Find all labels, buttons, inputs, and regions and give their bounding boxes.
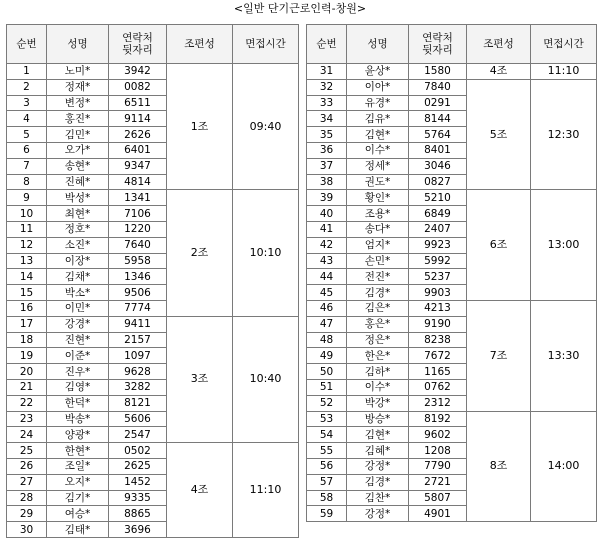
row-number: 15: [7, 285, 47, 301]
group-label: 7조: [467, 300, 531, 411]
row-phone: 1452: [109, 474, 167, 490]
row-number: 55: [307, 443, 347, 459]
table-row: [307, 300, 597, 316]
row-name: 김현*: [347, 427, 409, 443]
row-number: 1: [7, 64, 47, 80]
row-number: 35: [307, 127, 347, 143]
row-number: 44: [307, 269, 347, 285]
row-phone: 2407: [409, 221, 467, 237]
row-phone: 6511: [109, 95, 167, 111]
row-name: 오가*: [47, 142, 109, 158]
group-label: 1조: [167, 64, 233, 190]
row-name: 한현*: [47, 443, 109, 459]
row-phone: 1346: [109, 269, 167, 285]
row-name: 유경*: [347, 95, 409, 111]
group-label: 5조: [467, 79, 531, 190]
row-number: 3: [7, 95, 47, 111]
header-row: [7, 25, 299, 64]
row-number: 13: [7, 253, 47, 269]
table-row: [307, 79, 597, 95]
row-phone: 7672: [409, 348, 467, 364]
row-name: 황인*: [347, 190, 409, 206]
row-name: 노미*: [47, 64, 109, 80]
row-phone: 9335: [109, 490, 167, 506]
row-number: 32: [307, 79, 347, 95]
row-name: 김유*: [347, 111, 409, 127]
row-name: 이수*: [347, 142, 409, 158]
row-phone: 5992: [409, 253, 467, 269]
table-row: [307, 64, 597, 80]
row-number: 57: [307, 474, 347, 490]
row-phone: 1220: [109, 221, 167, 237]
row-name: 김현*: [347, 127, 409, 143]
row-phone: 7106: [109, 206, 167, 222]
row-number: 38: [307, 174, 347, 190]
row-name: 진현*: [47, 332, 109, 348]
row-name: 김민*: [47, 127, 109, 143]
row-phone: 0291: [409, 95, 467, 111]
row-phone: 1341: [109, 190, 167, 206]
row-name: 여승*: [47, 506, 109, 522]
row-name: 김기*: [47, 490, 109, 506]
row-phone: 2721: [409, 474, 467, 490]
row-number: 8: [7, 174, 47, 190]
row-phone: 8121: [109, 395, 167, 411]
row-number: 45: [307, 285, 347, 301]
row-name: 김하*: [347, 364, 409, 380]
row-phone: 5237: [409, 269, 467, 285]
row-phone: 7774: [109, 300, 167, 316]
row-number: 11: [7, 221, 47, 237]
row-number: 47: [307, 316, 347, 332]
row-number: 21: [7, 379, 47, 395]
row-number: 10: [7, 206, 47, 222]
row-name: 김영*: [47, 379, 109, 395]
row-name: 오지*: [47, 474, 109, 490]
row-number: 9: [7, 190, 47, 206]
row-name: 진혜*: [47, 174, 109, 190]
row-phone: 4213: [409, 300, 467, 316]
row-name: 정은*: [347, 332, 409, 348]
row-phone: 3282: [109, 379, 167, 395]
row-name: 송현*: [47, 158, 109, 174]
table-row: [7, 64, 299, 80]
table-row: [307, 190, 597, 206]
row-number: 26: [7, 458, 47, 474]
row-number: 30: [7, 522, 47, 538]
row-number: 24: [7, 427, 47, 443]
row-phone: 5606: [109, 411, 167, 427]
row-name: 진우*: [47, 364, 109, 380]
row-number: 28: [7, 490, 47, 506]
page-title: <일반 단기근로인력-창원>: [233, 2, 367, 15]
group-label: 6조: [467, 190, 531, 301]
row-phone: 0762: [409, 379, 467, 395]
row-name: 김찬*: [347, 490, 409, 506]
row-phone: 8865: [109, 506, 167, 522]
row-number: 5: [7, 127, 47, 143]
row-name: 양광*: [47, 427, 109, 443]
row-number: 19: [7, 348, 47, 364]
row-name: 박송*: [47, 411, 109, 427]
row-number: 40: [307, 206, 347, 222]
group-time: 13:00: [531, 190, 597, 301]
row-number: 41: [307, 221, 347, 237]
row-phone: 0827: [409, 174, 467, 190]
row-phone: 5764: [409, 127, 467, 143]
row-number: 53: [307, 411, 347, 427]
group-time: 14:00: [531, 411, 597, 522]
row-name: 이아*: [347, 79, 409, 95]
group-label: 4조: [167, 443, 233, 538]
group-time: 09:40: [233, 64, 299, 190]
row-phone: 9190: [409, 316, 467, 332]
row-name: 한덕*: [47, 395, 109, 411]
row-number: 59: [307, 506, 347, 522]
header-name: 성명: [47, 25, 109, 64]
row-name: 강경*: [47, 316, 109, 332]
row-number: 42: [307, 237, 347, 253]
row-name: 변정*: [47, 95, 109, 111]
row-number: 2: [7, 79, 47, 95]
row-name: 박소*: [47, 285, 109, 301]
group-label: 2조: [167, 190, 233, 316]
row-number: 37: [307, 158, 347, 174]
row-number: 25: [7, 443, 47, 459]
header-interview-time: 면접시간: [531, 25, 597, 64]
roster-table-right: [306, 24, 597, 522]
row-phone: 1097: [109, 348, 167, 364]
row-name: 김채*: [47, 269, 109, 285]
row-name: 홍진*: [47, 111, 109, 127]
row-phone: 2625: [109, 458, 167, 474]
row-phone: 8144: [409, 111, 467, 127]
row-name: 조용*: [347, 206, 409, 222]
row-number: 49: [307, 348, 347, 364]
row-name: 박강*: [347, 395, 409, 411]
header-interview-time: 면접시간: [233, 25, 299, 64]
row-number: 14: [7, 269, 47, 285]
row-phone: 0502: [109, 443, 167, 459]
row-name: 정호*: [47, 221, 109, 237]
row-number: 20: [7, 364, 47, 380]
row-phone: 8401: [409, 142, 467, 158]
roster-table-left: [6, 24, 299, 538]
table-row: [307, 411, 597, 427]
row-phone: 9923: [409, 237, 467, 253]
row-name: 강정*: [347, 458, 409, 474]
group-time: 10:40: [233, 316, 299, 442]
row-number: 51: [307, 379, 347, 395]
row-number: 18: [7, 332, 47, 348]
row-phone: 2157: [109, 332, 167, 348]
row-name: 송다*: [347, 221, 409, 237]
row-phone: 9903: [409, 285, 467, 301]
row-name: 박성*: [47, 190, 109, 206]
table-row: [7, 443, 299, 459]
row-phone: 5958: [109, 253, 167, 269]
table-row: [7, 190, 299, 206]
row-phone: 9602: [409, 427, 467, 443]
row-phone: 9411: [109, 316, 167, 332]
row-phone: 1165: [409, 364, 467, 380]
header-group: 조편성: [467, 25, 531, 64]
row-phone: 1580: [409, 64, 467, 80]
row-number: 6: [7, 142, 47, 158]
row-name: 정재*: [47, 79, 109, 95]
row-number: 34: [307, 111, 347, 127]
row-name: 엄지*: [347, 237, 409, 253]
row-phone: 9506: [109, 285, 167, 301]
row-name: 김태*: [47, 522, 109, 538]
row-number: 39: [307, 190, 347, 206]
row-name: 김경*: [347, 285, 409, 301]
group-time: 10:10: [233, 190, 299, 316]
row-number: 52: [307, 395, 347, 411]
row-phone: 0082: [109, 79, 167, 95]
row-phone: 7840: [409, 79, 467, 95]
row-name: 권도*: [347, 174, 409, 190]
header-number: 순번: [307, 25, 347, 64]
header-number: 순번: [7, 25, 47, 64]
row-phone: 5210: [409, 190, 467, 206]
row-name: 이수*: [347, 379, 409, 395]
row-phone: 3942: [109, 64, 167, 80]
row-number: 54: [307, 427, 347, 443]
row-number: 46: [307, 300, 347, 316]
row-number: 23: [7, 411, 47, 427]
row-phone: 8238: [409, 332, 467, 348]
group-label: 8조: [467, 411, 531, 522]
row-phone: 9114: [109, 111, 167, 127]
row-number: 12: [7, 237, 47, 253]
row-number: 31: [307, 64, 347, 80]
group-label: 3조: [167, 316, 233, 442]
row-name: 홍은*: [347, 316, 409, 332]
row-name: 방승*: [347, 411, 409, 427]
table-row: [7, 316, 299, 332]
header-name: 성명: [347, 25, 409, 64]
header-group: 조편성: [167, 25, 233, 64]
row-phone: 2626: [109, 127, 167, 143]
row-number: 27: [7, 474, 47, 490]
row-name: 김경*: [347, 474, 409, 490]
group-time: 11:10: [233, 443, 299, 538]
row-name: 정세*: [347, 158, 409, 174]
row-name: 조일*: [47, 458, 109, 474]
group-time: 12:30: [531, 79, 597, 190]
row-phone: 6401: [109, 142, 167, 158]
row-phone: 3696: [109, 522, 167, 538]
row-phone: 9628: [109, 364, 167, 380]
row-phone: 3046: [409, 158, 467, 174]
group-time: 11:10: [531, 64, 597, 80]
row-phone: 8192: [409, 411, 467, 427]
row-number: 16: [7, 300, 47, 316]
row-phone: 5807: [409, 490, 467, 506]
row-name: 윤상*: [347, 64, 409, 80]
row-number: 48: [307, 332, 347, 348]
row-number: 4: [7, 111, 47, 127]
row-name: 이장*: [47, 253, 109, 269]
row-number: 58: [307, 490, 347, 506]
row-number: 7: [7, 158, 47, 174]
row-number: 36: [307, 142, 347, 158]
row-number: 33: [307, 95, 347, 111]
row-phone: 4901: [409, 506, 467, 522]
header-row: [307, 25, 597, 64]
row-phone: 1208: [409, 443, 467, 459]
group-time: 13:30: [531, 300, 597, 411]
row-number: 22: [7, 395, 47, 411]
row-phone: 2312: [409, 395, 467, 411]
row-number: 56: [307, 458, 347, 474]
row-name: 소진*: [47, 237, 109, 253]
row-phone: 2547: [109, 427, 167, 443]
row-number: 50: [307, 364, 347, 380]
row-name: 최현*: [47, 206, 109, 222]
row-name: 강정*: [347, 506, 409, 522]
row-number: 29: [7, 506, 47, 522]
row-name: 전진*: [347, 269, 409, 285]
row-phone: 4814: [109, 174, 167, 190]
row-number: 17: [7, 316, 47, 332]
row-number: 43: [307, 253, 347, 269]
row-phone: 7790: [409, 458, 467, 474]
row-phone: 7640: [109, 237, 167, 253]
row-phone: 9347: [109, 158, 167, 174]
row-name: 손민*: [347, 253, 409, 269]
row-name: 김은*: [347, 300, 409, 316]
row-name: 김혜*: [347, 443, 409, 459]
group-label: 4조: [467, 64, 531, 80]
row-name: 이준*: [47, 348, 109, 364]
row-name: 이민*: [47, 300, 109, 316]
header-phone: 연락처 뒷자리: [109, 25, 167, 64]
row-name: 한은*: [347, 348, 409, 364]
header-phone: 연락처 뒷자리: [409, 25, 467, 64]
row-phone: 6849: [409, 206, 467, 222]
